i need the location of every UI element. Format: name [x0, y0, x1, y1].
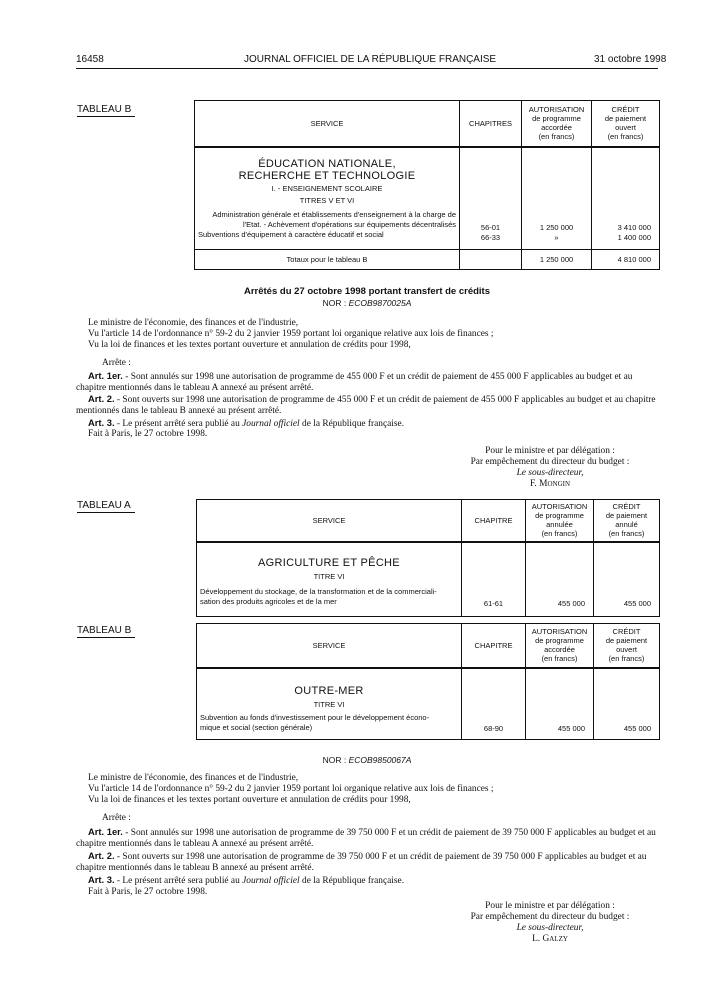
col-header-credit: CRÉDIT de paiement ouvert (en francs): [594, 624, 660, 668]
table-label: TABLEAU A: [77, 500, 135, 513]
total-autorisation: 1 250 000: [522, 250, 592, 270]
intro-line: Le ministre de l'économie, des finances et de l'industrie,: [88, 773, 299, 783]
signature-block: Pour le ministre et par délégation : Par empêchement du directeur du budget : Le sous-directeur, F. Mongin: [470, 446, 630, 489]
titres-label: TITRE VI: [313, 571, 345, 581]
ministry-title: OUTRE-MER: [294, 684, 364, 697]
chapitre-cell: 68-90: [462, 668, 526, 740]
col-header-service: SERVICE: [197, 500, 462, 542]
article-2: Art. 2. - Sont ouverts sur 1998 une autorisation de programme de 39 750 000 F et un crédit de paiement de 39 750 000 F applicables au budget et au chapitre mentionnés dans le tableau B annexé au présent arrêté.: [76, 850, 647, 873]
intro-line: Vu l'article 14 de l'ordonnance n° 59-2 du 2 janvier 1959 portant loi organique relative aux lois de finances ;: [88, 329, 494, 339]
table-label: TABLEAU B: [77, 625, 135, 638]
ministry-title: AGRICULTURE ET PÊCHE: [258, 556, 400, 569]
intro-line: Vu la loi de finances et les textes portant ouverture et annulation de crédits pour 1998,: [88, 795, 411, 805]
titres-label: TITRES V ET VI: [299, 195, 355, 205]
intro-line: Vu l'article 14 de l'ordonnance n° 59-2 du 2 janvier 1959 portant loi organique relative aux lois de finances ;: [88, 784, 494, 794]
row-text: mique et social (section générale): [200, 722, 313, 732]
credit-table-agriculture: [196, 499, 660, 617]
intro-line: Le ministre de l'économie, des finances et de l'industrie,: [88, 318, 299, 328]
journal-title: JOURNAL OFFICIEL DE LA RÉPUBLIQUE FRANÇAISE: [244, 54, 497, 65]
col-header-autorisation: AUTORISATION de programme accordée (en francs): [526, 624, 594, 668]
chapitre-cell: 61-61: [462, 542, 526, 617]
ministry-title-2: RECHERCHE ET TECHNOLOGIE: [238, 169, 416, 182]
arrete-word: Arrête :: [102, 358, 131, 368]
row-text: Subventions d'équipement à caractère éducatif et social: [198, 229, 384, 239]
service-cell: [195, 147, 460, 250]
fait-line: Fait à Paris, le 27 octobre 1998.: [88, 887, 208, 897]
nor-line: NOR : ECOB9850067A: [322, 755, 412, 765]
total-chapitre: [460, 250, 522, 270]
credit-table-outre-mer: [196, 623, 660, 740]
arrete-word: Arrête :: [102, 813, 131, 823]
table-label: TABLEAU B: [77, 104, 135, 117]
col-header-service: SERVICE: [195, 101, 460, 147]
article-2: Art. 2. - Sont ouverts sur 1998 une autorisation de programme de 455 000 F et un crédit de paiement de 455 000 F applicables au budget et au chapitre mentionnés dans le tableau B annexé au présent arrêté.: [76, 393, 656, 416]
article-1: Art. 1er. - Sont annulés sur 1998 une autorisation de programme de 455 000 F et un crédit de paiement de 455 000 F applicables au budget et au chapitre mentionnés dans le tableau A annexé au présent arrêté.: [76, 370, 633, 393]
autorisation-cell: 1 250 000 »: [522, 147, 592, 250]
issue-date: 31 octobre 1998: [594, 54, 667, 65]
col-header-autorisation: AUTORISATION de programme annulée (en francs): [526, 500, 594, 542]
nor-line: NOR : ECOB9870025A: [322, 298, 412, 308]
header-rule: [76, 68, 658, 69]
fait-line: Fait à Paris, le 27 octobre 1998.: [88, 429, 208, 439]
service-cell: [197, 542, 462, 617]
autorisation-cell: 455 000: [526, 668, 594, 740]
col-header-credit: CRÉDIT de paiement ouvert (en francs): [592, 101, 660, 147]
credit-cell: 455 000: [594, 542, 660, 617]
row-text: l'Etat. - Achèvement d'opérations sur équipements décentralisés: [243, 219, 456, 229]
col-header-chapitre: CHAPITRE: [462, 500, 526, 542]
article-3: Art. 3. - Le présent arrêté sera publié au Journal officiel de la République française.: [88, 417, 405, 429]
row-text: Subvention au fonds d'investissement pour le développement écono-: [200, 712, 430, 722]
row-text: Administration générale et établissements d'enseignement à la charge de: [212, 209, 456, 219]
col-header-autorisation: AUTORISATION de programme accordée (en francs): [522, 101, 592, 147]
total-label: Totaux pour le tableau B: [195, 250, 460, 270]
credit-table-education: [194, 100, 660, 270]
titres-label: TITRE VI: [313, 699, 345, 709]
section-subtitle: I. - ENSEIGNEMENT SCOLAIRE: [271, 183, 383, 193]
chapitre-cell: 56-01 66-33: [460, 147, 522, 250]
row-text: Développement du stockage, de la transformation et de la commerciali-: [200, 586, 437, 596]
page-number: 16458: [76, 54, 104, 65]
total-credit: 4 810 000: [592, 250, 660, 270]
col-header-chapitres: CHAPITRES: [460, 101, 522, 147]
credit-cell: 3 410 000 1 400 000: [592, 147, 660, 250]
credit-cell: 455 000: [594, 668, 660, 740]
article-3: Art. 3. - Le présent arrêté sera publié au Journal officiel de la République française.: [88, 874, 405, 886]
col-header-credit: CRÉDIT de paiement annulé (en francs): [594, 500, 660, 542]
service-cell: [197, 668, 462, 740]
intro-line: Vu la loi de finances et les textes portant ouverture et annulation de crédits pour 1998,: [88, 340, 411, 350]
arrete-heading: Arrêtés du 27 octobre 1998 portant transfert de crédits: [243, 286, 491, 297]
row-text: sation des produits agricoles et de la mer: [200, 596, 337, 606]
col-header-service: SERVICE: [197, 624, 462, 668]
signature-block: Pour le ministre et par délégation : Par empêchement du directeur du budget : Le sous-directeur, L. Galzy: [470, 901, 630, 944]
ministry-title: ÉDUCATION NATIONALE,: [258, 157, 396, 170]
article-1: Art. 1er. - Sont annulés sur 1998 une autorisation de programme de 39 750 000 F et un crédit de paiement de 39 750 000 F applicables au budget et au chapitre mentionnés dans le tableau A annexé au présent arrêté.: [76, 826, 656, 849]
col-header-chapitre: CHAPITRE: [462, 624, 526, 668]
autorisation-cell: 455 000: [526, 542, 594, 617]
